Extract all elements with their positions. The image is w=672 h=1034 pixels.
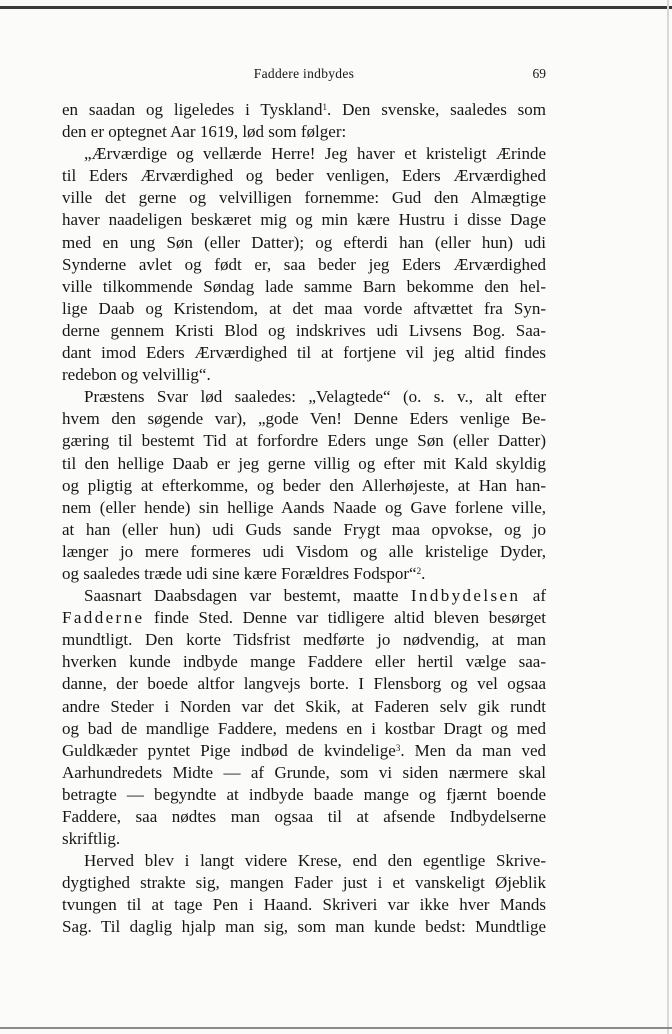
text-line: til den hellige Daab er jeg gerne villig og efter mit Kald skyldig xyxy=(62,453,546,473)
text-line: Aarhundredets Midte — af Grunde, som vi siden nærmere skal xyxy=(62,762,546,782)
text-line: til Eders Ærværdighed og beder venligen, Eders Ærværdighed xyxy=(62,166,546,186)
text-line: med en ung Søn (eller Datter); og efterdi han (eller hun) udi xyxy=(62,232,546,252)
text-line: Præstens Svar lød saaledes: „Velagtede“ (o. s. v., alt efter xyxy=(84,387,546,407)
text-line: Fadderne finde Sted. Denne var tidligere altid bleven besørget xyxy=(62,608,546,628)
text-line: længer jo mere formeres udi Visdom og alle kristelige Dyder, xyxy=(62,541,546,561)
text-line: Synderne avlet og født er, saa beder jeg Eders Ærværdighed xyxy=(62,254,546,274)
text-line: dygtighed strakte sig, mangen Fader just i et vanskeligt Øjeblik xyxy=(62,873,546,893)
text-line: og bad de mandlige Faddere, medens en i kostbar Dragt og med xyxy=(62,718,546,738)
running-header xyxy=(62,66,546,86)
bottom-rule xyxy=(0,1027,672,1029)
text-line: Sag. Til daglig hjalp man sig, som man kunde bedst: Mundtlige xyxy=(62,917,546,937)
text-line: andre Steder i Norden var det Skik, at Faderen selv gik rundt xyxy=(62,696,546,716)
text-line: og saaledes træde udi sine kære Forældres Fodspor“$^2$. xyxy=(62,563,426,583)
text-line: hvem den søgende var), „gode Ven! Denne Eders venlige Be- xyxy=(62,409,546,429)
page-number: 69 xyxy=(532,66,546,81)
top-rule xyxy=(0,6,672,9)
text-line: den er optegnet Aar 1619, lød som følger: xyxy=(62,122,347,142)
text-line: haver naadeligen beskæret mig og min kære Hustru i disse Dage xyxy=(62,210,546,230)
right-page-edge xyxy=(667,0,669,1034)
text-line: „Ærværdige og vellærde Herre! Jeg haver et kristeligt Ærinde xyxy=(84,144,546,164)
text-line: skriftlig. xyxy=(62,829,121,849)
running-title: Faddere indbydes xyxy=(253,66,355,81)
text-line: hverken kunde indbyde mange Faddere eller hertil vælge saa- xyxy=(62,652,546,672)
text-line: gæring til bestemt Tid at forfordre Eders unge Søn (eller Datter) xyxy=(62,431,546,451)
text-line: betragte — begyndte at indbyde baade mange og fjærnt boende xyxy=(62,784,546,804)
spaced-emphasis: Indbydelsen xyxy=(410,586,521,606)
text-line: og pligtig at efterkomme, og beder den Allerhøjeste, at Han han- xyxy=(62,475,546,495)
text-line: Herved blev i langt videre Krese, end den egentlige Skrive- xyxy=(84,851,546,871)
text-line: tvungen til at tage Pen i Haand. Skriveri var ikke hver Mands xyxy=(62,895,546,915)
text-line: mundtligt. Den korte Tidsfrist medførte jo nødvendig, at man xyxy=(62,630,546,650)
text-line: derne gennem Kristi Blod og indskrives udi Livsens Bog. Saa- xyxy=(62,320,546,340)
text-line: Faddere, saa nødtes man ogsaa til at afsende Indbydelserne xyxy=(62,807,546,826)
text-line: at han (eller hun) udi Guds sande Frygt maa opvokse, og jo xyxy=(62,519,546,539)
text-line: redebon og velvillig“. xyxy=(62,365,211,385)
text-line: nem (eller hende) sin hellige Aands Naade og Gave forlene ville, xyxy=(62,497,546,517)
footnote-ref: 3 xyxy=(395,742,401,753)
text-line: lige Daab og Kristendom, at det maa vorde aftvættet fra Syn- xyxy=(62,298,546,318)
text-line: Saasnart Daabsdagen var bestemt, maatte Indbydelsen af xyxy=(84,586,546,606)
text-line: ville det gerne og velvilligen fornemme: Gud den Almægtige xyxy=(62,188,546,208)
text-line: Guldkæder pyntet Pige indbød de kvindelige$^3$. Men da man ved xyxy=(62,740,546,760)
text-line: dant imod Eders Ærværdighed til at fortjene vil jeg altid findes xyxy=(62,343,546,363)
footnote-ref: 2 xyxy=(416,565,422,576)
footnote-ref: 1 xyxy=(322,102,327,112)
spaced-emphasis: Fadderne xyxy=(62,608,145,628)
text-line: danne, der boede altfor langvejs borte. I Flensborg og vel ogsaa xyxy=(62,674,546,694)
text-line: en saadan og ligeledes i Tyskland$^1$. Den svenske, saaledes som xyxy=(62,100,547,119)
body-text xyxy=(62,99,546,939)
text-line: ville tilkommende Søndag lade samme Barn bekomme den hel- xyxy=(62,276,546,296)
